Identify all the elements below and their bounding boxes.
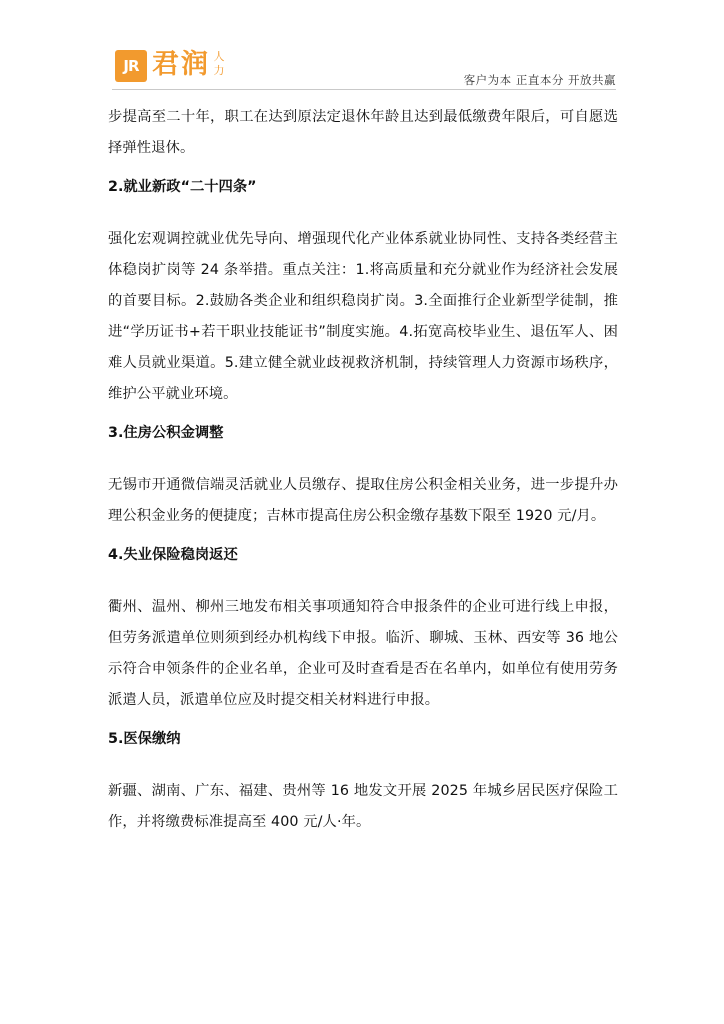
section-body-employment: 强化宏观调控就业优先导向、增强现代化产业体系就业协同性、支持各类经营主体稳岗扩岗等 24 条举措。重点关注：1.将高质量和充分就业作为经济社会发展的首要目标。2.鼓励各类企业和组织稳岗扩岗。3.全面推行企业新型学徒制，推进“学历证书+若干职业技能证书”制度实施。4.拓宽高校毕业生、退伍军人、困难人员就业渠道。5.建立健全就业歧视救济机制，持续管理人力资源市场秩序，维护公平就业环境。 xyxy=(108,231,618,402)
page-header xyxy=(0,0,724,92)
section-body-unemployment-insurance: 衢州、温州、柳州三地发布相关事项通知符合申报条件的企业可进行线上申报，但劳务派遣单位则须到经办机构线下申报。临沂、聊城、玉林、西安等 36 地公示符合申领条件的企业名单，企业可及时查看是否在名单内，如单位有使用劳务派遣人员，派遣单位应及时提交相关材料进行申报。 xyxy=(108,599,618,708)
intro-paragraph: 步提高至二十年，职工在达到原法定退休年龄且达到最低缴费年限后，可自愿选择弹性退休。 xyxy=(108,109,618,156)
document-body xyxy=(108,102,618,846)
logo-mark: JR xyxy=(115,50,147,82)
section-title-unemployment-insurance: 4.失业保险稳岗返还 xyxy=(108,547,238,563)
header-divider xyxy=(112,89,616,90)
section-title-housing-fund: 3.住房公积金调整 xyxy=(108,425,224,441)
tagline: 客户为本 正直本分 开放共赢 xyxy=(463,73,616,87)
section-title-medical-insurance: 5.医保缴纳 xyxy=(108,731,181,747)
section-body-medical-insurance: 新疆、湖南、广东、福建、贵州等 16 地发文开展 2025 年城乡居民医疗保险工作，并将缴费标准提高至 400 元/人·年。 xyxy=(108,783,618,830)
brand-sub: 人力 xyxy=(213,50,225,77)
brand-name: 君润 xyxy=(152,49,210,80)
section-title-employment: 2.就业新政“二十四条” xyxy=(108,179,257,195)
section-body-housing-fund: 无锡市开通微信端灵活就业人员缴存、提取住房公积金相关业务，进一步提升办理公积金业务的便捷度；吉林市提高住房公积金缴存基数下限至 1920 元/月。 xyxy=(108,477,618,524)
